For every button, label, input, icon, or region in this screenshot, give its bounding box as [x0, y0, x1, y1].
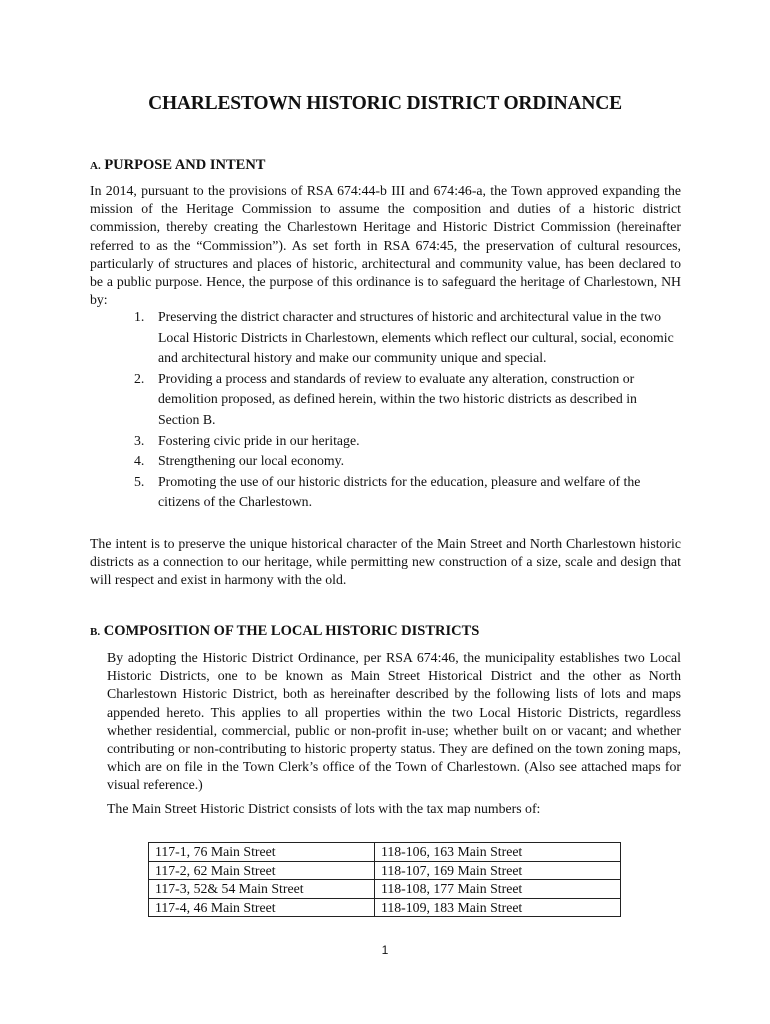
- list-item-number: 3.: [134, 432, 145, 448]
- table-cell: 117-3, 52& 54 Main Street: [149, 880, 375, 899]
- section-b-letter: B.: [90, 626, 101, 638]
- table-row: [149, 898, 621, 917]
- table-row: [149, 843, 621, 862]
- table-cell: 117-4, 46 Main Street: [149, 898, 375, 917]
- table-row: [149, 861, 621, 880]
- lots-intro: The Main Street Historic District consists of lots with the tax map numbers of:: [107, 801, 541, 816]
- page-number: 1: [381, 943, 389, 957]
- list-item-number: 2.: [134, 370, 145, 386]
- lots-table: [148, 842, 621, 917]
- list-item-text: Promoting the use of our historic districts for the education, pleasure and welfare of the citizens of the Charlestown.: [158, 473, 641, 510]
- section-b-heading: [90, 623, 479, 640]
- table-cell: 118-106, 163 Main Street: [375, 843, 621, 862]
- list-item-number: 1.: [134, 309, 145, 324]
- list-item-number: 4.: [134, 453, 145, 469]
- purpose-list: [117, 307, 681, 513]
- section-a-title: PURPOSE AND INTENT: [104, 157, 266, 173]
- section-a-intent: The intent is to preserve the unique historical character of the Main Street and North Charlestown historic districts as a connection to our heritage, while permitting new construction of a size, scale and design that will respect and exist in harmony with the old.: [90, 536, 681, 588]
- table-cell: 118-109, 183 Main Street: [375, 898, 621, 917]
- list-item: [117, 307, 681, 369]
- table-cell: 117-2, 62 Main Street: [149, 861, 375, 880]
- list-item-text: Preserving the district character and structures of historic and architectural value in the two Local Historic Districts in Charlestown, elements which reflect our cultural, social, economic and architectural history and make our community unique and special.: [158, 309, 674, 366]
- table-cell: 118-108, 177 Main Street: [375, 880, 621, 899]
- list-item: [117, 451, 681, 472]
- list-item-text: Strengthening our local economy.: [158, 453, 345, 469]
- list-item: [117, 472, 681, 513]
- table-row: [149, 880, 621, 899]
- list-item: [117, 369, 681, 431]
- section-a-heading: [90, 157, 265, 174]
- table-cell: 117-1, 76 Main Street: [149, 843, 375, 862]
- table-cell: 118-107, 169 Main Street: [375, 861, 621, 880]
- section-a-intro: In 2014, pursuant to the provisions of RSA 674:44-b III and 674:46-a, the Town approved expanding the mission of the Heritage Commission to assume the composition and duties of a historic district commission, thereby creating the Charlestown Heritage and Historic District Commission (hereinafter referred to as the “Commission”). As set forth in RSA 674:45, the preservation of cultural resources, particularly of structures and places of historic, architectural and community value, has been declared to be a public purpose. Hence, the purpose of this ordinance is to safeguard the heritage of Charlestown, NH by:: [90, 183, 681, 308]
- list-item: [117, 431, 681, 452]
- list-item-text: Fostering civic pride in our heritage.: [158, 432, 360, 448]
- section-b-paragraph: By adopting the Historic District Ordinance, per RSA 674:46, the municipality establishes two Local Historic Districts, one to be known as Main Street Historical District and the other as North Charlestown Historic District, both as hereinafter described by the following lists of lots and maps appended hereto. This applies to all properties within the two Local Historic Districts, regardless whether residential, commercial, public or non-profit in-use; whether built on or vacant; and whether contributing or non-contributing to historic property status. They are defined on the town zoning maps, which are on file in the Town Clerk’s office of the Town of Charlestown. (Also see attached maps for visual reference.): [107, 650, 681, 793]
- section-b-title: COMPOSITION OF THE LOCAL HISTORIC DISTRICTS: [103, 623, 480, 639]
- list-item-number: 5.: [134, 473, 145, 489]
- section-a-letter: A.: [90, 160, 101, 172]
- list-item-text: Providing a process and standards of review to evaluate any alteration, construction or demolition proposed, as defined herein, within the two historic districts as described in Section B.: [158, 370, 637, 427]
- document-title: CHARLESTOWN HISTORIC DISTRICT ORDINANCE: [148, 93, 622, 114]
